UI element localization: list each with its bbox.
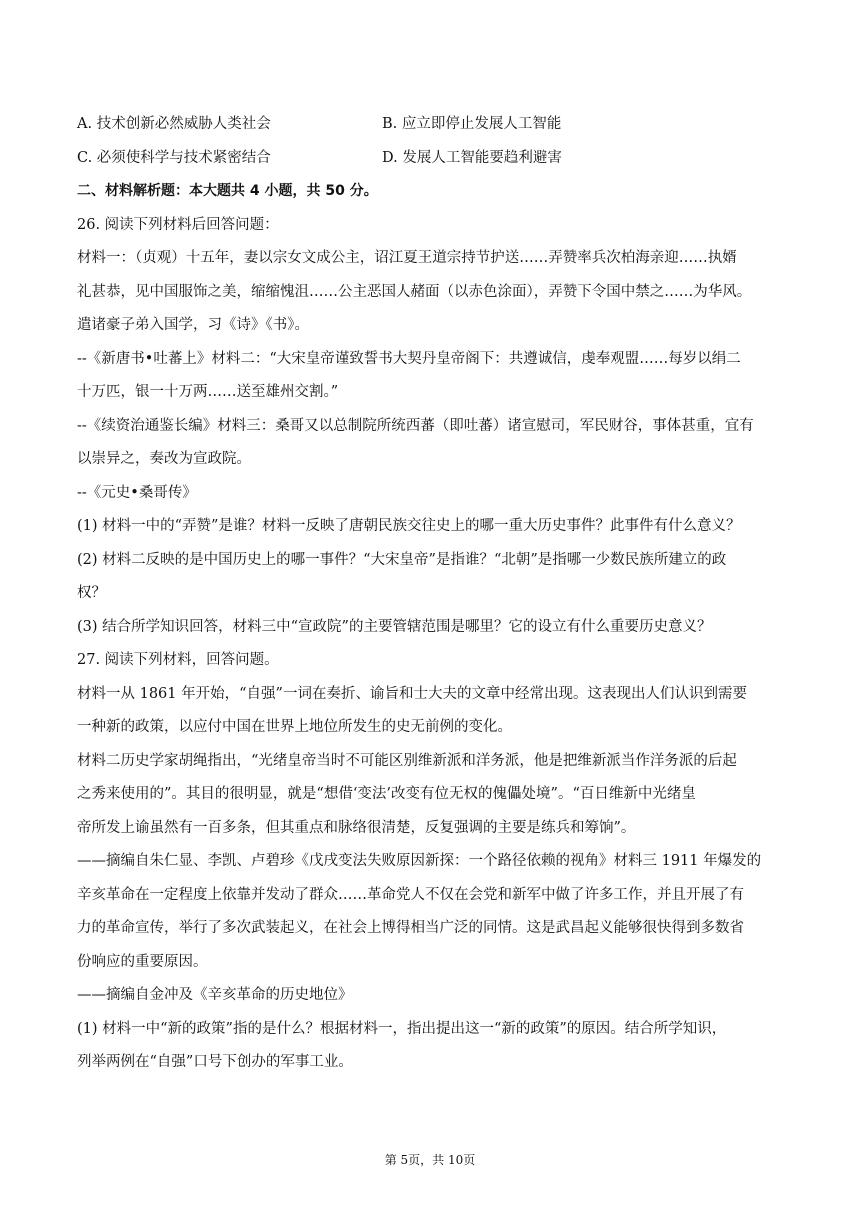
material-line: 一种新的政策，以应付中国在世界上地位所发生的史无前例的变化。: [77, 719, 512, 735]
section-heading: 二、材料解析题：本大题共 4 小题，共 50 分。: [77, 183, 378, 199]
material-line: 十万匹，银一十万两……送至雄州交割。”: [77, 384, 339, 400]
sub-question: (3) 结合所学知识回答，材料三中“宣政院”的主要管辖范围是哪里？它的设立有什么重要历史意义？: [77, 618, 712, 635]
material-line: 材料二历史学家胡绳指出，“光绪皇帝当时不可能区别维新派和洋务派，他是把维新派当作洋务派的后起: [77, 752, 737, 769]
sub-question: (2) 材料二反映的是中国历史上的哪一事件？“大宋皇帝”是指谁？“北朝”是指哪一少数民族所建立的政: [77, 551, 727, 568]
option-a: A. 技术创新必然威胁人类社会: [77, 116, 271, 132]
sub-question: 权？: [77, 585, 106, 601]
material-line: 材料一：（贞观）十五年，妻以宗女文成公主，诏江夏王道宗持节护送……弄赞率兵次柏海亲迎……执婿: [77, 250, 737, 266]
material-line: 份响应的重要原因。: [77, 953, 208, 970]
material-line: 材料一从 1861 年开始，“自强”一词在奏折、谕旨和士大夫的文章中经常出现。这表现出人们认识到需要: [77, 685, 747, 702]
question-26-title: 26. 阅读下列材料后回答问题：: [77, 216, 279, 233]
material-line: 以崇异之，奏改为宣政院。: [77, 451, 251, 467]
material-line: --《续资治通鉴长编》材料三：桑哥又以总制院所统西蕃（即吐蕃）诸宣慰司，军民财谷，事体甚重，宜有: [77, 417, 754, 434]
material-line: --《新唐书•吐蕃上》材料二：“大宋皇帝谨致誓书大契丹皇帝阁下：共遵诚信，虔奉观盟……每岁以绢二: [77, 350, 741, 367]
sub-question: (1) 材料一中的“弄赞”是谁？材料一反映了唐朝民族交往史上的哪一重大历史事件？此事件有什么意义？: [77, 518, 741, 534]
material-line: 辛亥革命在一定程度上依靠并发动了群众……革命党人不仅在会党和新军中做了许多工作，并且开展了有: [77, 886, 744, 903]
sub-question: (1) 材料一中“新的政策”指的是什么？根据材料一，指出提出这一“新的政策”的原因。结合所学知识，: [77, 1020, 727, 1037]
option-b: B. 应立即停止发展人工智能: [382, 116, 562, 132]
option-c: C. 必须使科学与技术紧密结合: [77, 149, 271, 166]
material-line: 之秀来使用的”。其目的很明显，就是“想借‘变法’改变有位无权的傀儡处境”。“百日维新中光绪皇: [77, 786, 696, 802]
page-footer: 第 5页，共 10页: [384, 1153, 476, 1167]
page-content: [77, 108, 783, 1080]
question-27-title: 27. 阅读下列材料，回答问题。: [77, 652, 279, 668]
source-citation: --《元史•桑哥传》: [77, 484, 197, 501]
material-line: ——摘编自朱仁显、李凯、卢碧珍《戊戌变法失败原因新探：一个路径依赖的视角》材料三 1911 年爆发的: [77, 853, 762, 869]
material-line: 帝所发上谕虽然有一百多条，但其重点和脉络很清楚，反复强调的主要是练兵和筹饷”。: [77, 819, 636, 836]
option-d: D. 发展人工智能要趋利避害: [382, 149, 562, 166]
options-row-2: [77, 142, 783, 176]
material-line: 礼甚恭，见中国服饰之美，缩缩愧沮……公主恶国人赭面（以赤色涂面），弄赞下令国中禁之……为华风。: [77, 283, 752, 300]
source-citation: ——摘编自金冲及《辛亥革命的历史地位》: [77, 987, 353, 1003]
options-row-1: [77, 108, 783, 142]
material-line: 遣诸豪子弟入国学，习《诗》《书》。: [77, 317, 309, 333]
sub-question: 列举两例在“自强”口号下创办的军事工业。: [77, 1054, 353, 1070]
material-line: 力的革命宣传，举行了多次武装起义，在社会上博得相当广泛的同情。这是武昌起义能够很快得到多数省: [77, 920, 744, 936]
